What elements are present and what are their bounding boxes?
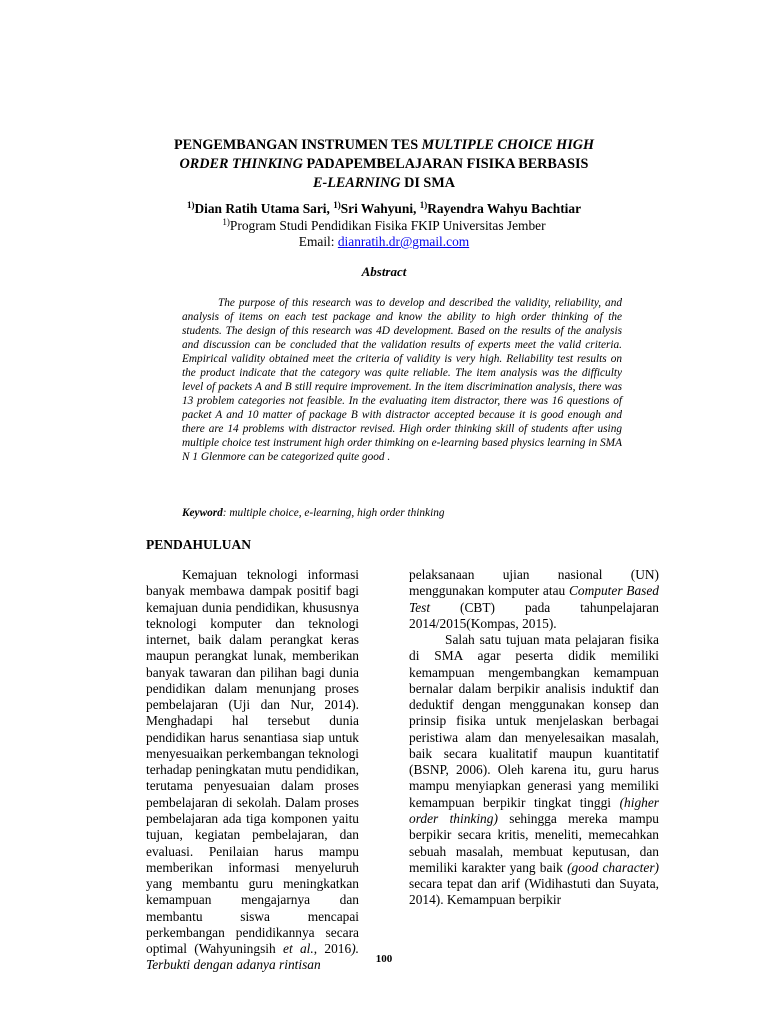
abstract-body: The purpose of this research was to develop and described the validity, reliability, and analysis of items on each test package and know the ability to high order thinking of the students. The design of this research was 4D development. Based on the results of the analysis and discussion can be concluded that the validation results of experts meet the valid criteria. Empirical validity obtained meet the criteria of validity is very high. Reliability test results on the product indicate that the category was quite reliable. The item analysis was the difficulty level of packets A and B still require improvement. In the item discrimination analysis, there was 13 problem categories not feasible. In the evaluating item distractor, there was 16 questions of packet A and 10 matter of package B with distractor accepted because it is good enough and there are 14 problems with distractor revised. High order thinking skill of students after using multiple choice test instrument high order thimking on e-learning based physics learning in SMA N 1 Glenmore can be categorized quite good . [182, 297, 622, 463]
section-heading: PENDAHULUAN [146, 537, 252, 552]
left-paragraph-1: Kemajuan teknologi informasi banyak membawa dampak positif bagi kemajuan dunia pendidikan, khususnya teknologi komputer dan teknologi internet, baik dalam perangkat keras maupun perangkat lunak, memberikan banyak tawaran dan pilihan bagi dunia pendidikan dalam menunjang proses pembelajaran (Uji dan Nur, 2014). Menghadapi hal tersebut dunia pendidikan harus senantiasa siap untuk menyesuaikan perkembangan teknologi terhadap peningkatan mutu pendidikan, terutama penyesuaian dalam proses pembelajaran di sekolah. Dalam proses pembelajaran ada tiga komponen yaitu tujuan, kegiatan pembelajaran, dan evaluasi. Penilaian harus mampu memberikan informasi menyeluruh yang membantu guru meningkatkan kemampuan mengajarnya dan membantu siswa mencapai perkembangan pendidikannya secara optimal (Wahyuningsih et al., 2016). Terbukti dengan adanya rintisan [146, 567, 359, 973]
title-line-3: E-LEARNING DI SMA [313, 175, 455, 191]
author-1: Dian Ratih Utama Sari, [194, 201, 334, 216]
keyword-label: Keyword [182, 507, 223, 519]
author-names: $^{1)}$Dian Ratih Utama Sari, $^{1)}$Sri Wahyuni, $^{1)}$Rayendra Wahyu Bachtiar [186, 200, 582, 216]
email-line: Email: dianratih.dr@gmail.com [298, 234, 470, 249]
keyword-list: : multiple choice, e-learning, high order thinking [222, 507, 445, 519]
right-paragraph-1: pelaksanaan ujian nasional (UN) menggunakan komputer atau Computer Based Test (CBT) pada tahunpelajaran 2014/2015(Kompas, 2015). [409, 567, 659, 631]
title-line-2: ORDER THINKING PADAPEMBELAJARAN FISIKA BERBASIS [179, 156, 589, 172]
abstract-heading: Abstract [361, 264, 407, 279]
left-column [146, 567, 359, 974]
affiliation: $^{1)}$Program Studi Pendidikan Fisika FKIP Universitas Jember [222, 216, 546, 233]
title-line-1: PENGEMBANGAN INSTRUMEN TES MULTIPLE CHOICE HIGH [173, 137, 595, 153]
keywords [182, 507, 622, 519]
right-paragraph-2: Salah satu tujuan mata pelajaran fisika di SMA agar peserta didik memiliki kemampuan mengembangkan kemampuan bernalar dalam berpikir analisis induktif dan deduktif dengan menggunakan konsep dan prinsip fisika untuk menjelaskan berbagai peristiwa alam dan menyelesaikan masalah, baik secara kualitatif maupun kuantitatif (BSNP, 2006). Oleh karena itu, guru harus mampu menyiapkan generasi yang memiliki kemampuan berpikir tingkat tinggi (higher order thinking) sehingga mereka mampu berpikir secara kritis, meneliti, memecahkan sebuah masalah, membuat keputusan, dan memiliki karakter yang baik (good character) secara tepat dan arif (Widihastuti dan Suyata, 2014). Kemampuan berpikir [409, 632, 660, 908]
author-2: Sri Wahyuni, [340, 201, 420, 216]
author-3: Rayendra Wahyu Bachtiar [427, 201, 582, 216]
author-block [110, 201, 658, 251]
right-column [409, 567, 659, 909]
email-link[interactable]: dianratih.dr@gmail.com [337, 234, 470, 249]
page-number: 100 [375, 953, 393, 965]
paper-title [150, 136, 618, 193]
